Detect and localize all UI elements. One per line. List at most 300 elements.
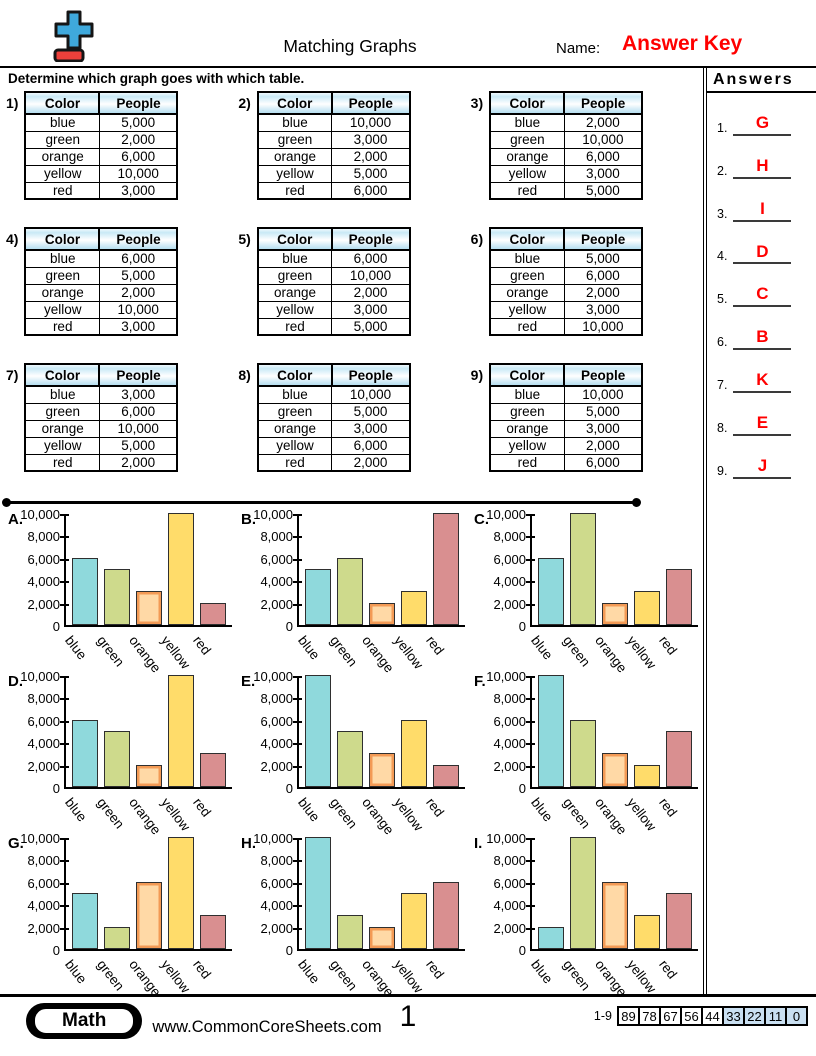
people-cell: 6,000 bbox=[332, 182, 410, 199]
people-cell: 3,000 bbox=[332, 420, 410, 437]
color-cell: red bbox=[490, 318, 564, 335]
y-tick-label: 10,000 bbox=[20, 507, 60, 522]
color-people-table bbox=[489, 363, 643, 472]
bar-green bbox=[104, 927, 130, 949]
table-row bbox=[490, 403, 642, 420]
math-brand-badge bbox=[26, 1003, 142, 1039]
color-cell: red bbox=[25, 454, 99, 471]
table-row bbox=[258, 301, 410, 318]
bar-yellow bbox=[168, 675, 194, 787]
x-category-label: blue bbox=[62, 795, 90, 825]
color-people-table bbox=[24, 363, 178, 472]
x-category-label: blue bbox=[295, 957, 323, 987]
people-cell: 5,000 bbox=[332, 403, 410, 420]
chart-letter: H. bbox=[241, 835, 256, 852]
bar-yellow bbox=[401, 893, 427, 949]
plot-area bbox=[297, 839, 465, 951]
color-cell: red bbox=[258, 318, 332, 335]
x-category-label: blue bbox=[295, 795, 323, 825]
table-header-row bbox=[25, 364, 177, 386]
people-cell: 2,000 bbox=[564, 437, 642, 454]
people-cell: 3,000 bbox=[332, 131, 410, 148]
score-box: 56 bbox=[680, 1006, 703, 1026]
y-tick-label: 4,000 bbox=[260, 898, 293, 914]
bar-blue bbox=[72, 893, 98, 949]
chart-letter: A. bbox=[8, 511, 23, 528]
color-cell: green bbox=[490, 131, 564, 148]
color-cell: orange bbox=[25, 148, 99, 165]
answer-number: 1. bbox=[717, 120, 728, 135]
x-category-label: green bbox=[560, 795, 594, 832]
y-tick-label: 6,000 bbox=[260, 713, 293, 729]
color-cell: green bbox=[490, 267, 564, 284]
y-tick-label: 4,000 bbox=[493, 898, 526, 914]
column-header: Color bbox=[490, 92, 564, 114]
table-row bbox=[258, 267, 410, 284]
table-row bbox=[490, 301, 642, 318]
chart-letter: D. bbox=[8, 673, 23, 690]
color-cell: yellow bbox=[25, 301, 99, 318]
y-tick-label: 10,000 bbox=[20, 669, 60, 684]
color-cell: orange bbox=[258, 420, 332, 437]
y-tick-label: 0 bbox=[52, 943, 60, 958]
color-cell: green bbox=[25, 403, 99, 420]
people-cell: 10,000 bbox=[564, 318, 642, 335]
x-category-label: red bbox=[423, 957, 448, 982]
bar-orange bbox=[369, 927, 395, 949]
chart-letter: I. bbox=[474, 835, 483, 852]
problem-number: 9) bbox=[470, 367, 484, 383]
problem-table-block bbox=[238, 361, 470, 497]
answer-letter: D bbox=[733, 243, 791, 265]
y-tick-label: 8,000 bbox=[27, 691, 60, 707]
color-cell: orange bbox=[258, 284, 332, 301]
x-category-label: green bbox=[560, 633, 594, 670]
color-cell: green bbox=[25, 131, 99, 148]
bar-green bbox=[104, 731, 130, 787]
bar-chart-B bbox=[239, 507, 472, 676]
x-category-label: yellow bbox=[391, 633, 427, 672]
people-cell: 3,000 bbox=[332, 301, 410, 318]
column-header: Color bbox=[25, 92, 99, 114]
bar-chart-H bbox=[239, 831, 472, 1000]
answer-number: 6. bbox=[717, 335, 728, 350]
score-boxes bbox=[619, 1006, 808, 1026]
y-tick-label: 2,000 bbox=[493, 920, 526, 936]
y-tick-label: 4,000 bbox=[27, 736, 60, 752]
table-row bbox=[25, 386, 177, 403]
table-row bbox=[258, 386, 410, 403]
table-row bbox=[25, 284, 177, 301]
y-tick-label: 2,000 bbox=[260, 920, 293, 936]
y-tick-label: 6,000 bbox=[493, 713, 526, 729]
plot-area bbox=[64, 839, 232, 951]
color-cell: orange bbox=[490, 284, 564, 301]
table-header-row bbox=[25, 228, 177, 250]
color-cell: yellow bbox=[490, 437, 564, 454]
x-category-label: red bbox=[656, 795, 681, 820]
table-row bbox=[490, 182, 642, 199]
people-cell: 2,000 bbox=[332, 284, 410, 301]
y-tick-label: 0 bbox=[285, 781, 293, 796]
bar-yellow bbox=[401, 720, 427, 787]
bar-red bbox=[666, 569, 692, 625]
score-box: 89 bbox=[617, 1006, 640, 1026]
y-tick-label: 10,000 bbox=[486, 831, 526, 846]
answer-item bbox=[717, 200, 808, 222]
people-cell: 5,000 bbox=[332, 165, 410, 182]
color-cell: orange bbox=[25, 420, 99, 437]
y-tick-label: 6,000 bbox=[27, 551, 60, 567]
answer-number: 3. bbox=[717, 206, 728, 221]
color-cell: red bbox=[490, 182, 564, 199]
table-body bbox=[490, 386, 642, 471]
color-cell: orange bbox=[490, 148, 564, 165]
bar-red bbox=[433, 513, 459, 625]
color-cell: green bbox=[258, 403, 332, 420]
column-header: People bbox=[564, 364, 642, 386]
bar-blue bbox=[72, 558, 98, 625]
bar-orange bbox=[136, 765, 162, 787]
y-tick-label: 10,000 bbox=[253, 507, 293, 522]
table-body bbox=[258, 114, 410, 199]
people-cell: 3,000 bbox=[99, 182, 177, 199]
bar-red bbox=[200, 915, 226, 949]
chart-letter: G. bbox=[8, 835, 24, 852]
people-cell: 5,000 bbox=[332, 318, 410, 335]
answer-item bbox=[717, 114, 808, 136]
x-category-label: orange bbox=[592, 795, 630, 838]
score-box: 11 bbox=[764, 1006, 787, 1026]
y-tick-label: 10,000 bbox=[486, 669, 526, 684]
table-row bbox=[490, 165, 642, 182]
x-category-label: blue bbox=[528, 957, 556, 987]
bar-yellow bbox=[401, 591, 427, 625]
bar-chart-E bbox=[239, 669, 472, 838]
y-tick-label: 0 bbox=[52, 619, 60, 634]
bar-blue bbox=[305, 837, 331, 949]
page-number: 1 bbox=[399, 1000, 417, 1033]
bar-yellow bbox=[168, 513, 194, 625]
x-category-label: green bbox=[327, 633, 361, 670]
y-tick-label: 6,000 bbox=[260, 551, 293, 567]
x-category-label: red bbox=[656, 957, 681, 982]
x-category-label: green bbox=[560, 957, 594, 994]
people-cell: 5,000 bbox=[564, 182, 642, 199]
column-header: People bbox=[332, 92, 410, 114]
table-header bbox=[258, 228, 410, 250]
problem-table-block bbox=[471, 225, 703, 361]
table-header bbox=[258, 92, 410, 114]
color-cell: blue bbox=[490, 250, 564, 267]
y-tick-label: 10,000 bbox=[253, 831, 293, 846]
answer-number: 4. bbox=[717, 249, 728, 264]
answer-letter: I bbox=[733, 200, 791, 222]
y-tick-label: 0 bbox=[52, 781, 60, 796]
x-category-label: red bbox=[190, 795, 215, 820]
column-header: People bbox=[99, 92, 177, 114]
chart-letter: F. bbox=[474, 673, 486, 690]
table-body bbox=[490, 114, 642, 199]
color-cell: blue bbox=[25, 250, 99, 267]
table-body bbox=[258, 250, 410, 335]
plot-area bbox=[530, 515, 698, 627]
color-people-table bbox=[257, 91, 411, 200]
bar-chart-F bbox=[472, 669, 705, 838]
people-cell: 2,000 bbox=[564, 114, 642, 131]
table-row bbox=[490, 386, 642, 403]
answer-key-text: Answer Key bbox=[622, 32, 743, 55]
table-header-row bbox=[490, 364, 642, 386]
people-cell: 5,000 bbox=[99, 437, 177, 454]
x-category-label: blue bbox=[62, 633, 90, 663]
y-tick-label: 6,000 bbox=[493, 551, 526, 567]
answer-number: 8. bbox=[717, 420, 728, 435]
instruction-text: Determine which graph goes with which table. bbox=[8, 71, 305, 86]
color-cell: red bbox=[25, 318, 99, 335]
table-header-row bbox=[258, 228, 410, 250]
bar-green bbox=[570, 837, 596, 949]
people-cell: 6,000 bbox=[564, 454, 642, 471]
plot-area bbox=[530, 839, 698, 951]
table-header bbox=[258, 364, 410, 386]
column-header: People bbox=[564, 228, 642, 250]
answer-letter: J bbox=[733, 457, 791, 479]
page-header bbox=[0, 0, 816, 68]
people-cell: 10,000 bbox=[99, 420, 177, 437]
people-cell: 2,000 bbox=[99, 454, 177, 471]
column-header: Color bbox=[490, 228, 564, 250]
table-row bbox=[25, 148, 177, 165]
bar-green bbox=[337, 731, 363, 787]
color-cell: yellow bbox=[490, 301, 564, 318]
table-row bbox=[258, 318, 410, 335]
bar-orange bbox=[136, 882, 162, 949]
table-body bbox=[25, 386, 177, 471]
color-cell: red bbox=[258, 454, 332, 471]
people-cell: 6,000 bbox=[564, 148, 642, 165]
table-row bbox=[258, 131, 410, 148]
table-row bbox=[25, 131, 177, 148]
x-category-label: green bbox=[94, 957, 128, 994]
x-category-label: blue bbox=[295, 633, 323, 663]
color-cell: green bbox=[25, 267, 99, 284]
bar-orange bbox=[602, 753, 628, 787]
bar-yellow bbox=[634, 591, 660, 625]
table-row bbox=[25, 420, 177, 437]
score-strip bbox=[594, 1006, 808, 1026]
bar-orange bbox=[369, 753, 395, 787]
x-category-label: yellow bbox=[624, 957, 660, 996]
chart-letter: C. bbox=[474, 511, 489, 528]
x-category-label: orange bbox=[359, 957, 397, 1000]
problem-number: 3) bbox=[470, 95, 484, 111]
plot-area bbox=[64, 515, 232, 627]
table-header-row bbox=[490, 92, 642, 114]
bar-red bbox=[666, 731, 692, 787]
y-tick-label: 2,000 bbox=[493, 758, 526, 774]
answer-item bbox=[717, 243, 808, 265]
table-body bbox=[258, 386, 410, 471]
people-cell: 6,000 bbox=[99, 250, 177, 267]
y-tick-label: 4,000 bbox=[493, 574, 526, 590]
table-row bbox=[490, 114, 642, 131]
color-cell: blue bbox=[258, 386, 332, 403]
problem-number: 4) bbox=[6, 231, 19, 247]
table-row bbox=[25, 182, 177, 199]
bar-orange bbox=[602, 603, 628, 625]
table-header bbox=[490, 364, 642, 386]
color-people-table bbox=[24, 227, 178, 336]
people-cell: 3,000 bbox=[99, 318, 177, 335]
color-cell: orange bbox=[25, 284, 99, 301]
score-box: 67 bbox=[659, 1006, 682, 1026]
answer-letter: E bbox=[733, 414, 791, 436]
table-body bbox=[25, 114, 177, 199]
x-category-label: blue bbox=[62, 957, 90, 987]
problem-number: 6) bbox=[470, 231, 484, 247]
table-header bbox=[490, 228, 642, 250]
bar-orange bbox=[369, 603, 395, 625]
bar-chart-A bbox=[6, 507, 239, 676]
column-header: Color bbox=[258, 228, 332, 250]
x-category-label: yellow bbox=[391, 957, 427, 996]
table-row bbox=[258, 148, 410, 165]
name-label: Name: bbox=[556, 40, 601, 57]
problem-table-block bbox=[471, 361, 703, 497]
color-cell: yellow bbox=[258, 301, 332, 318]
color-cell: orange bbox=[258, 148, 332, 165]
column-header: People bbox=[99, 364, 177, 386]
x-category-label: orange bbox=[126, 957, 164, 1000]
x-category-label: yellow bbox=[391, 795, 427, 834]
people-cell: 6,000 bbox=[99, 403, 177, 420]
table-row bbox=[490, 437, 642, 454]
color-cell: green bbox=[258, 131, 332, 148]
people-cell: 10,000 bbox=[99, 165, 177, 182]
problem-number: 1) bbox=[6, 95, 19, 111]
y-tick-label: 10,000 bbox=[20, 831, 60, 846]
table-row bbox=[490, 284, 642, 301]
people-cell: 6,000 bbox=[332, 437, 410, 454]
table-row bbox=[258, 114, 410, 131]
page-title: Matching Graphs bbox=[283, 36, 417, 56]
bar-orange bbox=[602, 882, 628, 949]
y-tick-label: 0 bbox=[518, 943, 526, 958]
problem-table-block bbox=[238, 89, 470, 225]
color-cell: blue bbox=[490, 386, 564, 403]
y-tick-label: 0 bbox=[518, 781, 526, 796]
score-box: 44 bbox=[701, 1006, 724, 1026]
people-cell: 5,000 bbox=[564, 403, 642, 420]
x-category-label: orange bbox=[359, 633, 397, 676]
color-cell: blue bbox=[25, 386, 99, 403]
table-row bbox=[490, 131, 642, 148]
color-people-table bbox=[489, 91, 643, 200]
people-cell: 3,000 bbox=[564, 301, 642, 318]
color-people-table bbox=[257, 363, 411, 472]
people-cell: 2,000 bbox=[332, 148, 410, 165]
answer-item bbox=[717, 371, 808, 393]
bar-blue bbox=[305, 675, 331, 787]
x-category-label: yellow bbox=[624, 633, 660, 672]
table-row bbox=[258, 165, 410, 182]
color-people-table bbox=[489, 227, 643, 336]
table-row bbox=[25, 437, 177, 454]
color-cell: yellow bbox=[490, 165, 564, 182]
bar-green bbox=[337, 915, 363, 949]
chart-letter: E. bbox=[241, 673, 256, 690]
y-tick-label: 6,000 bbox=[27, 713, 60, 729]
y-tick-label: 6,000 bbox=[27, 875, 60, 891]
y-tick-label: 6,000 bbox=[493, 875, 526, 891]
color-cell: green bbox=[490, 403, 564, 420]
bar-chart-D bbox=[6, 669, 239, 838]
people-cell: 3,000 bbox=[564, 165, 642, 182]
table-body bbox=[25, 250, 177, 335]
x-category-label: green bbox=[94, 633, 128, 670]
bar-yellow bbox=[634, 915, 660, 949]
column-header: Color bbox=[25, 228, 99, 250]
y-tick-label: 4,000 bbox=[260, 736, 293, 752]
answer-letter: B bbox=[733, 328, 791, 350]
table-row bbox=[490, 148, 642, 165]
people-cell: 5,000 bbox=[564, 250, 642, 267]
x-category-label: orange bbox=[592, 957, 630, 1000]
section-divider bbox=[6, 501, 637, 504]
table-row bbox=[25, 403, 177, 420]
y-tick-label: 0 bbox=[285, 943, 293, 958]
y-tick-label: 2,000 bbox=[27, 920, 60, 936]
table-header bbox=[490, 92, 642, 114]
table-header-row bbox=[25, 92, 177, 114]
bar-chart-I bbox=[472, 831, 705, 1000]
table-row bbox=[25, 114, 177, 131]
y-tick-label: 4,000 bbox=[27, 898, 60, 914]
table-header bbox=[25, 92, 177, 114]
table-row bbox=[490, 420, 642, 437]
x-category-label: orange bbox=[592, 633, 630, 676]
x-category-label: green bbox=[327, 957, 361, 994]
y-tick-label: 8,000 bbox=[493, 529, 526, 545]
plot-area bbox=[297, 677, 465, 789]
table-row bbox=[25, 250, 177, 267]
x-category-label: red bbox=[656, 633, 681, 658]
color-cell: yellow bbox=[25, 437, 99, 454]
bar-blue bbox=[72, 720, 98, 787]
color-people-table bbox=[24, 91, 178, 200]
column-header: Color bbox=[258, 364, 332, 386]
table-row bbox=[25, 165, 177, 182]
table-row bbox=[25, 267, 177, 284]
bar-green bbox=[570, 513, 596, 625]
y-tick-label: 4,000 bbox=[27, 574, 60, 590]
table-row bbox=[25, 318, 177, 335]
plot-area bbox=[530, 677, 698, 789]
x-category-label: orange bbox=[126, 795, 164, 838]
color-cell: yellow bbox=[258, 437, 332, 454]
table-header bbox=[25, 228, 177, 250]
problem-number: 2) bbox=[238, 95, 251, 111]
y-tick-label: 2,000 bbox=[493, 596, 526, 612]
bar-blue bbox=[538, 558, 564, 625]
people-cell: 10,000 bbox=[564, 131, 642, 148]
y-tick-label: 2,000 bbox=[27, 758, 60, 774]
table-row bbox=[258, 437, 410, 454]
color-cell: blue bbox=[258, 250, 332, 267]
column-header: People bbox=[332, 364, 410, 386]
people-cell: 2,000 bbox=[332, 454, 410, 471]
